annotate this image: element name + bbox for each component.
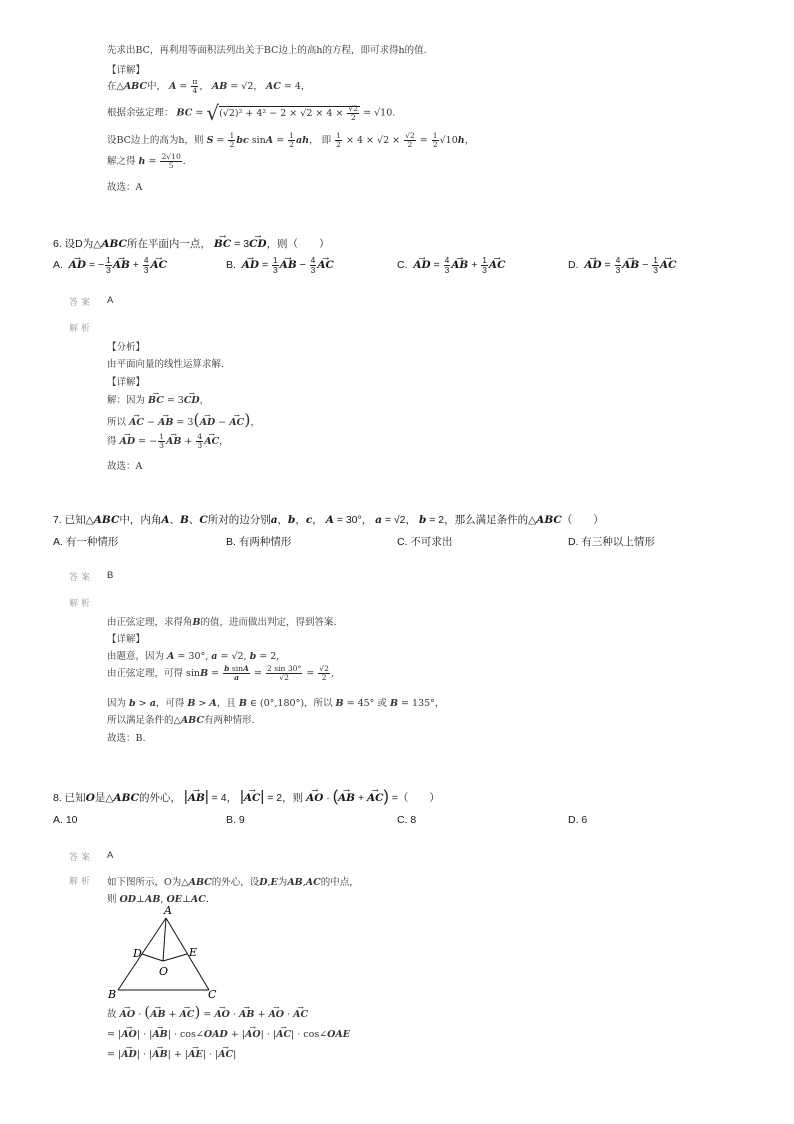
q6-analysis-line: 由平面向量的线性运算求解. — [107, 359, 225, 370]
detail-label: 【详解】 — [107, 65, 146, 76]
q8-analysis-line: = |→ AO| · |→ AB| · cos∠OAD + |→ AO| · |→ AC| · cos∠OAE — [107, 1029, 350, 1040]
question-7-option-a[interactable]: A. 有一种情形 — [53, 536, 119, 548]
side-ac — [166, 918, 209, 990]
question-8-option-a[interactable]: A. 10 — [53, 814, 78, 826]
q6-analysis-line: 【详解】 — [107, 377, 146, 388]
question-6-analysis-label: 解析 — [69, 324, 94, 334]
q8-analysis-line: 如下图所示，O为△ABC的外心，设D,E为AB,AC的中点， — [107, 877, 359, 888]
question-7-stem: 7. 已知△ABC中，内角A、B、C所对的边分别a，b，c， A = 30°， a = √2， b = 2，那么满足条件的△ABC（ ） — [53, 514, 604, 526]
q7-analysis-line: 故选：B. — [107, 733, 146, 744]
question-6-option-a[interactable]: A. → AD = − $\frac{1}{3}$ → AB + $\frac{4}{3}$ → AC — [53, 256, 167, 275]
segment-eo — [163, 954, 187, 961]
solution-line-given: 在△ABC中， A = $\frac{\pi}{4}$ ， AB = √2， AC = 4， — [107, 77, 311, 95]
q6-analysis-line: 得 → AD = − $\frac{1}{3}$ → AB + $\frac{4}{3}$ → AC， — [107, 433, 229, 450]
q7-analysis-line: 由正弦定理，求得角B的值，进而做出判定，得到答案. — [107, 617, 337, 628]
point-a-label: A — [164, 904, 172, 917]
question-8-option-d[interactable]: D. 6 — [568, 814, 588, 826]
question-8-analysis-label: 解析 — [69, 877, 94, 887]
question-7-answer: B — [107, 570, 114, 581]
question-8-answer: A — [107, 850, 114, 861]
question-8-stem: 8. 已知O是△ABC的外心， |→ AB| = 4， |→ AC| = 2，则 → AO · (→ AB + → AC) =（ ） — [53, 788, 440, 806]
segment-ao — [163, 918, 166, 961]
point-e-label: E — [189, 946, 198, 959]
point-d-label: D — [133, 947, 142, 960]
question-8-option-b[interactable]: B. 9 — [226, 814, 245, 826]
point-b-label: B — [108, 988, 117, 1001]
question-7-option-d[interactable]: D. 有三种以上情形 — [568, 536, 655, 548]
q6-analysis-line: 【分析】 — [107, 342, 146, 353]
question-7-analysis-label: 解析 — [69, 599, 94, 609]
question-7-option-c[interactable]: C. 不可求出 — [397, 536, 453, 548]
solution-line-cosine: 根据余弦定理： BC = √(√2)² + 4² − 2 × √2 × 4 × $\frac{√2}{2}$ = √10. — [107, 101, 396, 125]
question-6-answer-label: 答案 — [69, 298, 94, 308]
solution-line-height: 设BC边上的高为h，则 S = $\frac{1}{2}$ bc sinA = $\frac{1}{2}$ ah， 即 $\frac{1}{2}$ × 4 × √2 × $\frac{√2}{2}$ = $\frac{1}{2}$ √10h， — [107, 131, 475, 149]
triangle-figure — [105, 902, 225, 1002]
q6-analysis-line: 故选：A — [107, 461, 143, 472]
segment-do — [142, 954, 163, 961]
question-6-stem: 6. 设D为△ABC所在平面内一点， → BC = 3→ CD，则（ ） — [53, 236, 330, 251]
question-7-option-b[interactable]: B. 有两种情形 — [226, 536, 292, 548]
q6-analysis-line: 解：因为 → BC = 3→ CD， — [107, 392, 209, 406]
question-6-option-d[interactable]: D. → AD = $\frac{4}{3}$ → AB − $\frac{1}{3}$ → AC — [568, 256, 676, 275]
solution-line-solve: 解之得 h = $\frac{2√10}{5}$ . — [107, 152, 186, 170]
point-o-label: O — [159, 965, 169, 978]
question-6-option-b[interactable]: B. → AD = $\frac{1}{3}$ → AB − $\frac{4}{3}$ → AC — [226, 256, 334, 275]
question-8-answer-label: 答案 — [69, 853, 94, 863]
question-8-option-c[interactable]: C. 8 — [397, 814, 417, 826]
q8-analysis-line: = |→ AD| · |→ AB| + |→ AE| · |→ AC| — [107, 1049, 236, 1060]
solution-choice: 故选：A — [107, 182, 143, 193]
question-7-answer-label: 答案 — [69, 573, 94, 583]
q6-analysis-line: 所以 → AC − → AB = 3(→ AD − → AC)， — [107, 410, 260, 429]
point-c-label: C — [208, 988, 217, 1001]
q7-analysis-line: 因为 b > a，可得 B > A，且 B ∈ (0°,180°)，所以 B = 45° 或 B = 135°， — [107, 698, 445, 709]
q8-analysis-line: 则 OD⊥AB, OE⊥AC. — [107, 894, 209, 905]
q7-analysis-line: 【详解】 — [107, 634, 146, 645]
question-6-option-c[interactable]: C. → AD = $\frac{4}{3}$ → AB + $\frac{1}{3}$ → AC — [397, 256, 505, 275]
q7-analysis-line: 所以满足条件的△ABC有两种情形. — [107, 715, 255, 726]
q7-analysis-line: 由正弦定理，可得 sinB = $\frac{\text{b sinA}}{a}$ = $\frac{2 \sin 30^\circ}{√2}$ = $\frac{√2}{2}$ , — [107, 664, 334, 682]
q7-analysis-line: 由题意，因为 A = 30°, a = √2, b = 2, — [107, 651, 280, 662]
question-6-answer: A — [107, 295, 114, 306]
q8-analysis-line: 故 → AO · (→ AB + → AC) = → AO · → AB + → AO · → AC — [107, 1003, 308, 1021]
analysis-tail: 先求出BC，再利用等面积法列出关于BC边上的高h的方程，即可求得h的值. — [107, 45, 427, 56]
